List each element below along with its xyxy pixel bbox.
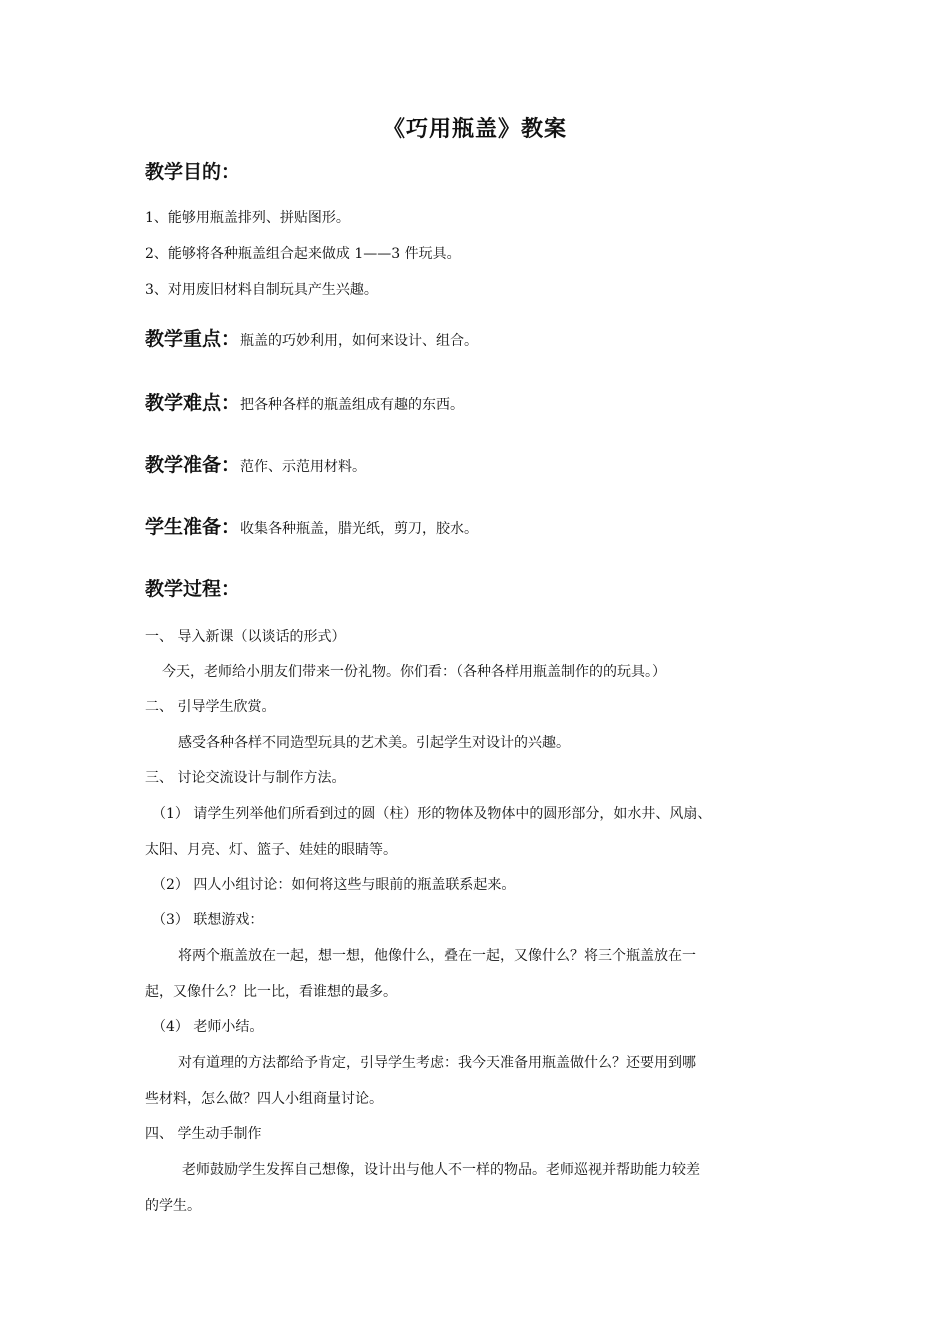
process-heading: 教学过程： <box>145 578 241 600</box>
objective-item: 1、能够用瓶盖排列、拼贴图形。 <box>145 210 350 226</box>
difficulties-label: 教学难点： <box>145 392 241 414</box>
objective-item: 2、能够将各种瓶盖组合起来做成 1——3 件玩具。 <box>145 246 461 262</box>
difficulties-text: 把各种各样的瓶盖组成有趣的东西。 <box>240 397 465 413</box>
process-paragraph: 的学生。 <box>145 1198 201 1214</box>
process-paragraph: 老师鼓励学生发挥自己想像，设计出与他人不一样的物品。老师巡视并帮助能力较差 <box>182 1162 700 1178</box>
process-subitem: （3） 联想游戏： <box>152 912 264 928</box>
process-section-heading: 二、 引导学生欣赏。 <box>145 699 276 715</box>
process-subitem: （4） 老师小结。 <box>152 1019 264 1035</box>
key-points-row <box>145 325 478 355</box>
teacher-prep-text: 范作、示范用材料。 <box>240 459 367 475</box>
process-paragraph: 感受各种各样不同造型玩具的艺术美。引起学生对设计的兴趣。 <box>178 735 570 751</box>
objectives-heading: 教学目的： <box>145 161 241 183</box>
process-paragraph: 今天，老师给小朋友们带来一份礼物。你们看：（各种各样用瓶盖制作的的玩具。） <box>162 664 666 680</box>
process-paragraph: 太阳、月亮、灯、篮子、娃娃的眼睛等。 <box>145 842 397 858</box>
student-prep-text: 收集各种瓶盖，腊光纸，剪刀，胶水。 <box>240 521 479 537</box>
student-prep-row <box>145 513 478 543</box>
teacher-prep-label: 教学准备： <box>145 454 241 476</box>
process-paragraph: 对有道理的方法都给予肯定，引导学生考虑：我今天准备用瓶盖做什么？还要用到哪 <box>178 1055 696 1071</box>
process-section-heading: 三、 讨论交流设计与制作方法。 <box>145 770 346 786</box>
process-subitem: （1） 请学生列举他们所看到过的圆（柱）形的物体及物体中的圆形部分，如水井、风扇、 <box>152 806 712 822</box>
objective-item: 3、对用废旧材料自制玩具产生兴趣。 <box>145 282 378 298</box>
process-paragraph: 将两个瓶盖放在一起，想一想，他像什么，叠在一起，又像什么？将三个瓶盖放在一 <box>178 948 696 964</box>
process-section-heading: 四、 学生动手制作 <box>145 1126 262 1142</box>
difficulties-row <box>145 389 464 419</box>
process-paragraph: 起，又像什么？比一比，看谁想的最多。 <box>145 984 397 1000</box>
key-points-text: 瓶盖的巧妙利用，如何来设计、组合。 <box>240 333 479 349</box>
key-points-label: 教学重点： <box>145 328 241 350</box>
teacher-prep-row <box>145 451 366 481</box>
process-section-heading: 一、 导入新课（以谈话的形式） <box>145 629 346 645</box>
document-title: 《巧用瓶盖》教案 <box>382 117 567 142</box>
student-prep-label: 学生准备： <box>145 516 241 538</box>
process-subitem: （2） 四人小组讨论：如何将这些与眼前的瓶盖联系起来。 <box>152 877 516 893</box>
process-paragraph: 些材料，怎么做？四人小组商量讨论。 <box>145 1091 383 1107</box>
